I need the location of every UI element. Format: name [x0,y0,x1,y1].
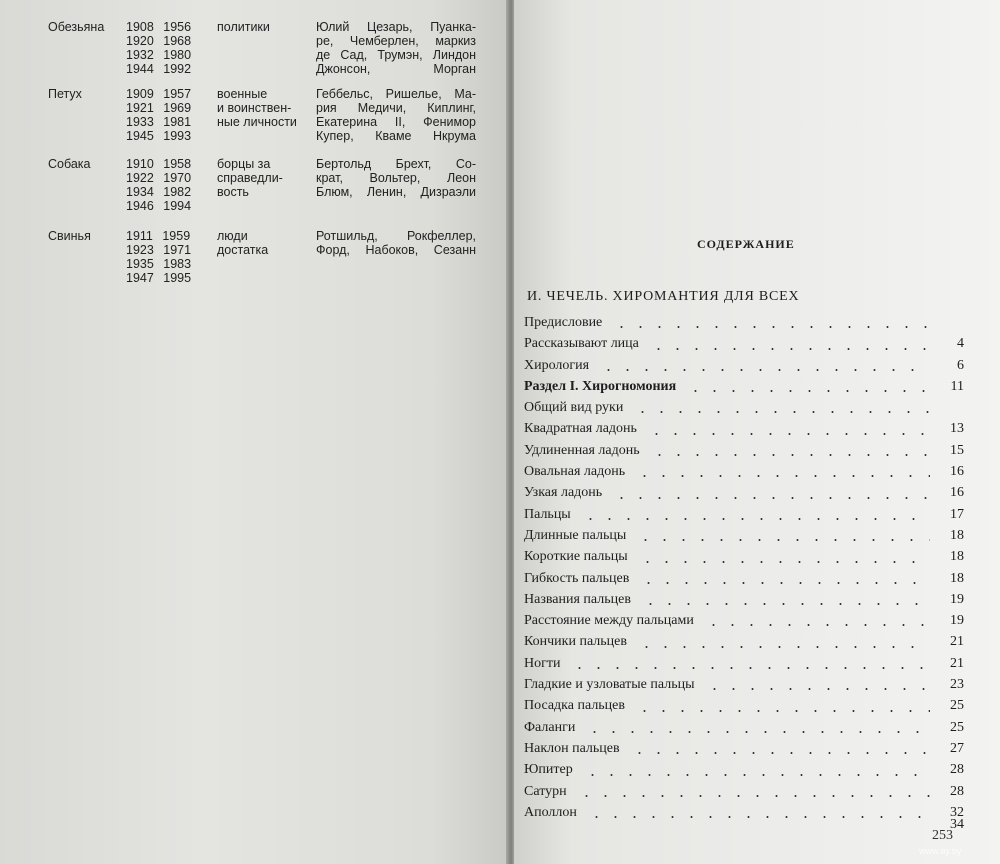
zodiac-traits-line: ные личности [217,115,297,129]
zodiac-years [126,157,206,213]
contents-item-page: 18 [950,570,964,586]
contents-item-title: Фаланги [524,719,576,735]
contents-item-page: 25 [950,698,964,714]
zodiac-traits-line: люди [217,229,248,243]
contents-item-title: Расстояние между пальцами [524,613,694,629]
zodiac-people-line: Ротшильд, Рокфеллер, [316,229,476,243]
contents-item-page: 19 [950,591,964,607]
contents-item [524,695,964,716]
contents-item [524,802,964,823]
contents-item-page: 16 [950,485,964,501]
zodiac-people [316,229,476,257]
contents-item-page: 13 [950,421,964,437]
zodiac-years-line: 1909 1957 [126,87,192,101]
zodiac-traits-line: справедли- [217,171,283,185]
contents-item-page: 34 [950,817,964,833]
contents-item-page: 32 [950,804,964,820]
zodiac-years-line: 1911 1959 [126,229,191,243]
dot-leader [583,774,930,776]
contents-item-title: Пальцы [524,506,571,522]
zodiac-people-line: Бертольд Брехт, Со- [316,157,476,171]
contents-item-title: Рассказывают лица [524,336,639,352]
zodiac-traits-line: и воинствен- [217,101,292,115]
contents-item [524,717,964,738]
contents-item-page: 16 [950,464,964,480]
contents-item [524,759,964,780]
zodiac-traits [217,229,309,257]
dot-leader [587,816,930,818]
zodiac-years-line: 1946 1994 [126,199,192,213]
dot-leader [639,582,930,584]
contents-item-page: 21 [950,655,964,671]
zodiac-years [126,229,206,285]
contents-item-title: Кончики пальцев [524,634,627,650]
contents-item-page: 4 [957,336,964,352]
contents-item [524,418,964,439]
zodiac-animal: Петух [48,87,82,101]
zodiac-people-line: Форд, Набоков, Сезанн [316,243,476,257]
zodiac-people-line: ре, Чемберлен, маркиз [316,34,476,48]
dot-leader [599,369,930,371]
contents-item-page: 6 [957,357,964,373]
dot-leader [633,411,930,413]
dot-leader [649,348,930,350]
contents-last-page [524,817,964,844]
zodiac-years-line: 1908 1956 [126,20,192,34]
zodiac-people-line: Купер, Кваме Нкрума [316,129,476,143]
zodiac-people-line: Блюм, Ленин, Дизраэли [316,185,476,199]
contents-item-title: Названия пальцев [524,591,631,607]
zodiac-years-line: 1933 1981 [126,115,192,129]
dot-leader [581,518,930,520]
watermark: www.ay.by [919,846,962,856]
contents-item [524,397,964,418]
contents-item [524,333,964,354]
contents-item [524,589,964,610]
zodiac-years [126,87,206,143]
contents-item-title: Гибкость пальцев [524,570,630,586]
contents-item [524,568,964,589]
contents-item [524,461,964,482]
contents-item-page: 18 [950,527,964,543]
contents-item-title: Наклон пальцев [524,740,620,756]
zodiac-years-line: 1945 1993 [126,129,192,143]
zodiac-animal: Собака [48,157,91,171]
contents-item [524,610,964,631]
zodiac-years-line: 1944 1992 [126,62,192,76]
zodiac-people-line: Геббельс, Ришелье, Ма- [316,87,476,101]
zodiac-years-line: 1934 1982 [126,185,192,199]
contents-item [524,738,964,759]
dot-leader [585,731,930,733]
page-number: 253 [932,828,953,843]
dot-leader [570,667,930,669]
zodiac-animal: Обезьяна [48,20,105,34]
zodiac-years-line: 1922 1970 [126,171,192,185]
dot-leader [612,326,930,328]
contents-item-title: Предисловие [524,315,603,330]
zodiac-years [126,20,206,76]
contents-part-title: И. ЧЕЧЕЛЬ. ХИРОМАНТИЯ ДЛЯ ВСЕХ [527,289,800,304]
contents-item-page: 18 [950,549,964,565]
contents-item-page: 28 [950,762,964,778]
contents-item [524,440,964,461]
contents-item [524,504,964,525]
contents-item-title: Овальная ладонь [524,464,626,480]
contents-item-title: Короткие пальцы [524,549,628,565]
contents-item [524,525,964,546]
zodiac-people-line: Джонсон, Морган [316,62,476,76]
contents-item-title: Раздел I. Хирогномония [524,378,677,394]
contents-item [524,674,964,695]
zodiac-traits-line: достатка [217,243,269,257]
contents-item [524,355,964,376]
zodiac-people [316,20,476,76]
dot-leader [635,475,930,477]
contents-item-page: 15 [950,442,964,458]
zodiac-people-line: де Сад, Трумэн, Линдон [316,48,476,62]
contents-item-page: 17 [950,506,964,522]
contents-item [524,653,964,674]
dot-leader [637,646,930,648]
contents-item [524,312,964,333]
dot-leader [612,497,930,499]
zodiac-traits-line: борцы за [217,157,271,171]
contents-item-page: 11 [950,378,964,394]
contents-item-title: Узкая ладонь [524,485,603,501]
zodiac-traits [217,157,309,199]
contents-item-page: 28 [950,783,964,799]
zodiac-years-line: 1910 1958 [126,157,192,171]
dot-leader [638,561,930,563]
zodiac-people [316,87,476,143]
contents-item-page: 23 [950,677,964,693]
zodiac-people-line: Екатерина II, Фенимор [316,115,476,129]
zodiac-years-line: 1921 1969 [126,101,192,115]
zodiac-traits-line: военные [217,87,268,101]
zodiac-years-line: 1932 1980 [126,48,192,62]
zodiac-traits [217,87,309,129]
zodiac-years-line: 1920 1968 [126,34,192,48]
contents-item-title: Ногти [524,655,561,671]
contents-item-page: 27 [950,740,964,756]
zodiac-traits-line: политики [217,20,270,34]
contents-item [524,546,964,567]
zodiac-traits [217,20,309,34]
contents-item-page: 25 [950,719,964,735]
zodiac-years-line: 1947 1995 [126,271,192,285]
contents-heading: СОДЕРЖАНИЕ [697,237,795,251]
contents-item-title: Общий вид руки [524,400,624,416]
zodiac-years-line: 1923 1971 [126,243,192,257]
dot-leader [577,795,930,797]
contents-item [524,781,964,802]
dot-leader [647,433,930,435]
dot-leader [641,603,930,605]
contents-item-page: 21 [950,634,964,650]
zodiac-people-line: Юлий Цезарь, Пуанка- [316,20,476,34]
contents-item [524,631,964,652]
dot-leader [704,624,930,626]
dot-leader [650,454,930,456]
contents-item-title: Квадратная ладонь [524,421,637,437]
contents-item-title: Посадка пальцев [524,698,626,714]
zodiac-people [316,157,476,199]
contents-item-title: Аполлон [524,804,577,820]
zodiac-years-line: 1935 1983 [126,257,192,271]
contents-item [524,376,964,397]
contents-item-page: 19 [950,613,964,629]
zodiac-animal: Свинья [48,229,91,243]
zodiac-people-line: рия Медичи, Киплинг, [316,101,476,115]
dot-leader [635,710,930,712]
dot-leader [705,688,930,690]
dot-leader [686,390,930,392]
dot-leader [630,752,930,754]
contents-item [524,482,964,503]
zodiac-traits-line: вость [217,185,249,199]
contents-item-title: Сатурн [524,783,567,799]
contents-item-title: Гладкие и узловатые пальцы [524,677,695,693]
dot-leader [636,539,930,541]
contents-item-title: Удлиненная ладонь [524,442,640,458]
contents-item-title: Юпитер [524,762,573,778]
contents-list [524,312,964,844]
contents-item-title: Длинные пальцы [524,527,627,543]
contents-item-title: Хирология [524,357,590,373]
zodiac-people-line: крат, Вольтер, Леон [316,171,476,185]
